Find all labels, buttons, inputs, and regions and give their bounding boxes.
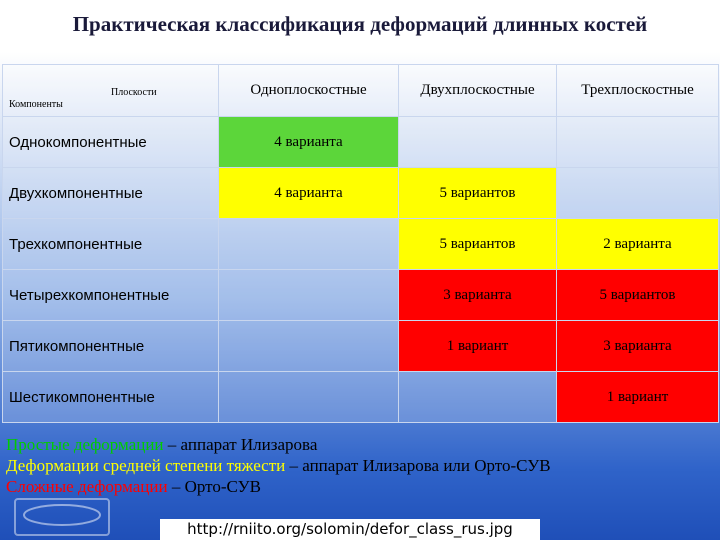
row-label: Шестикомпонентные [3, 372, 219, 423]
legend-simple [6, 434, 718, 455]
logo-graphic [18, 500, 106, 530]
row-label: Двухкомпонентные [3, 168, 219, 219]
legend-medium-key: Деформации средней степени тяжести [6, 456, 286, 475]
table-cell [399, 372, 557, 423]
components-label: Компоненты [9, 99, 63, 110]
legend-simple-key: Простые деформации [6, 435, 164, 454]
row-label: Однокомпонентные [3, 117, 219, 168]
table-cell [399, 117, 557, 168]
table-cell: 5 вариантов [557, 270, 719, 321]
table-row [3, 270, 719, 321]
table-cell: 1 вариант [399, 321, 557, 372]
table-row [3, 321, 719, 372]
source-url[interactable]: http://rniito.org/solomin/defor_class_rus.jpg [160, 519, 540, 540]
header-two-plane: Двухплоскостные [399, 65, 557, 117]
table-row [3, 219, 719, 270]
table-cell [219, 372, 399, 423]
table-cell: 3 варианта [399, 270, 557, 321]
legend [6, 434, 718, 497]
planes-label: Плоскости [111, 87, 157, 98]
table-cell [557, 117, 719, 168]
table-header-row [3, 65, 719, 117]
table-cell: 1 вариант [557, 372, 719, 423]
table-cell [219, 270, 399, 321]
table-row [3, 117, 719, 168]
row-label: Трехкомпонентные [3, 219, 219, 270]
table-cell: 3 варианта [557, 321, 719, 372]
classification-table [2, 64, 719, 423]
legend-complex-key: Сложные деформации [6, 477, 168, 496]
legend-medium-text: – аппарат Илизарова или Орто-СУВ [285, 456, 551, 475]
table-cell: 2 варианта [557, 219, 719, 270]
corner-cell [3, 65, 219, 117]
table-cell [219, 219, 399, 270]
legend-medium [6, 455, 718, 476]
table-cell [219, 321, 399, 372]
table-row [3, 168, 719, 219]
table-cell: 4 варианта [219, 117, 399, 168]
row-label: Пятикомпонентные [3, 321, 219, 372]
logo-icon [14, 498, 110, 536]
table-row [3, 372, 719, 423]
legend-complex-text: – Орто-СУВ [167, 477, 262, 496]
legend-complex [6, 476, 718, 497]
slide-title: Практическая классификация деформаций длинных костей [72, 12, 648, 36]
table-cell: 5 вариантов [399, 219, 557, 270]
table-cell [557, 168, 719, 219]
legend-simple-text: – аппарат Илизарова [163, 435, 318, 454]
table-cell: 4 варианта [219, 168, 399, 219]
header-three-plane: Трехплоскостные [557, 65, 719, 117]
row-label: Четырехкомпонентные [3, 270, 219, 321]
table-cell: 5 вариантов [399, 168, 557, 219]
header-one-plane: Одноплоскостные [219, 65, 399, 117]
